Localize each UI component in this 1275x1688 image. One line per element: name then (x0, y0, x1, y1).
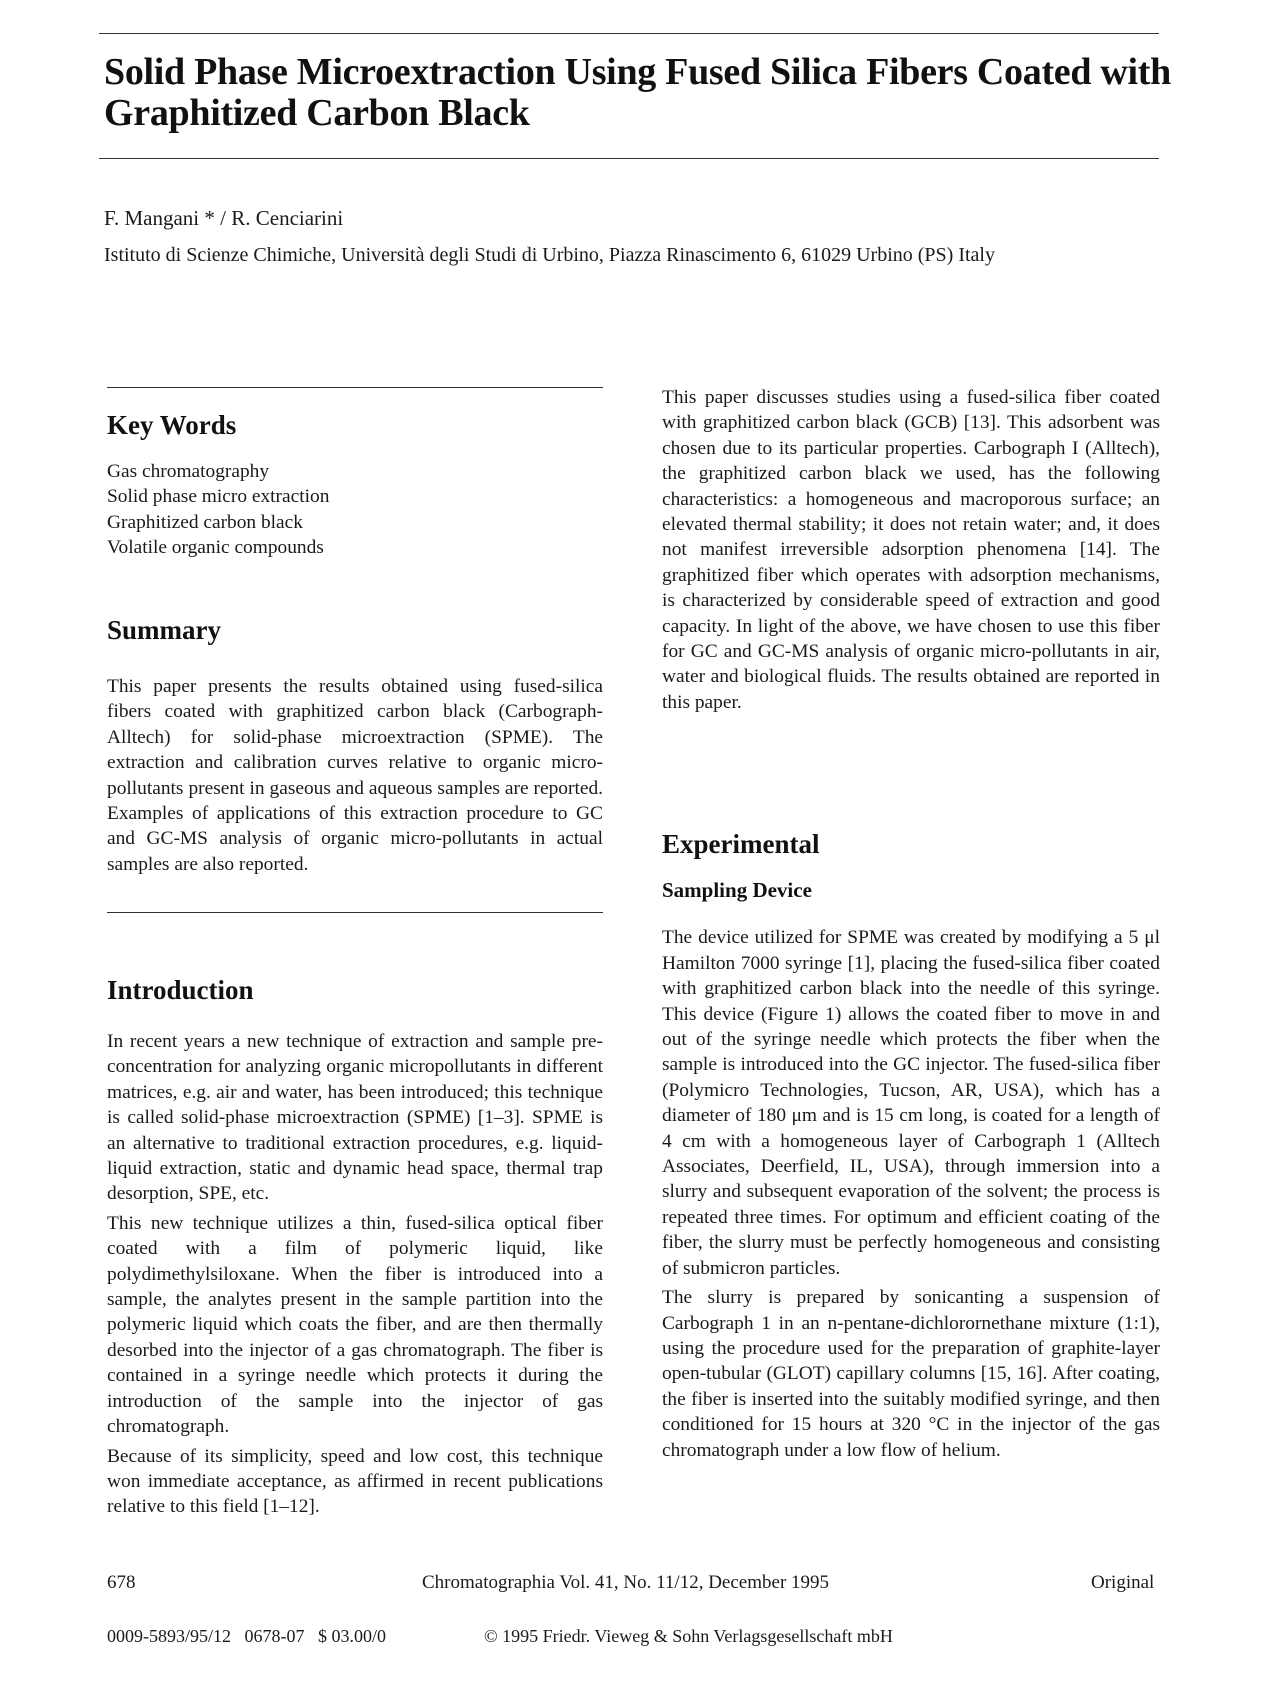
summary-heading: Summary (107, 615, 221, 645)
title-bottom-rule (99, 158, 1159, 159)
intro-paragraph: Because of its simplicity, speed and low cost, this technique won immediate acceptance, as affirmed in recent publications relative to this field [1–12]. (107, 1445, 603, 1518)
top-rule (99, 33, 1159, 34)
experimental-paragraph: The slurry is prepared by sonicanting a suspension of Carbograph 1 in an n-pentane-dichlorornethane mixture (1:1), using the procedure used for the preparation of graphite-layer open-tubular (GLOT) capillary columns [15, 16]. After coating, the fiber is inserted into the suitably modified syringe, and then conditioned for 15 hours at 320 °C in the injector of the gas chromatograph under a low flow of helium. (662, 1287, 1160, 1461)
experimental-heading: Experimental (662, 829, 820, 859)
intro-paragraph: This new technique utilizes a thin, fused-silica optical fiber coated with a film of polymeric liquid, like polydimethylsiloxane. When the fiber is introduced into a sample, the analytes present in the sample partition into the polymeric liquid which coats the fiber, and are then thermally desorbed into the injector of a gas chromatograph. The fiber is contained in a syringe needle which protects it during the introduction of the sample into the injector of gas chromatograph. (107, 1212, 603, 1438)
keywords-list (107, 459, 603, 561)
keywords-heading: Key Words (107, 410, 237, 440)
journal-citation: Chromatographia Vol. 41, No. 11/12, December 1995 (422, 1572, 830, 1593)
affiliation: Istituto di Scienze Chimiche, Università degli Studi di Urbino, Piazza Rinascimento 6, 61029 Urbino (PS) Italy (104, 244, 995, 266)
article-type: Original (1091, 1572, 1155, 1593)
experimental-paragraph: The device utilized for SPME was created by modifying a 5 μl Hamilton 7000 syringe [1], placing the fused-silica fiber coated with graphitized carbon black into the needle of this syringe. This device (Figure 1) allows the coated fiber to move in and out of the syringe needle which protects the fiber when the sample is introduced into the GC injector. The fused-silica fiber (Polymicro Technologies, Tucson, AR, USA), which has a diameter of 180 μm and is 15 cm long, is coated for a length of 4 cm with a homogeneous layer of Carbograph 1 (Alltech Associates, Deerfield, IL, USA), through immersion into a slurry and subsequent evaporation of the solvent; the process is repeated three times. For optimum and efficient coating of the fiber, the slurry must be perfectly homogeneous and consisting of submicron particles. (662, 927, 1160, 1279)
authors: F. Mangani * / R. Cenciarini (104, 206, 344, 230)
article-code: 0009-5893/95/12 0678-07 $ 03.00/0 (107, 1626, 386, 1646)
introduction-heading: Introduction (107, 975, 254, 1005)
paper-title: Solid Phase Microextraction Using Fused Silica Fibers Coated with Graphitized Carbon Black (104, 51, 1171, 134)
keyword-item: Gas chromatography (107, 461, 270, 482)
keyword-item: Graphitized carbon black (107, 511, 303, 533)
experimental-section (662, 828, 1160, 1463)
intro-continued-section (662, 385, 1160, 715)
keywords-section (107, 409, 603, 561)
intro-paragraph: In recent years a new technique of extraction and sample pre-concentration for analyzing organic micropollutants in different matrices, e.g. air and water, has been introduced; this technique is called solid-phase microextraction (SPME) [1–3]. SPME is an alternative to traditional extraction procedures, e.g. liquid-liquid extraction, static and dynamic head space, thermal trap desorption, SPE, etc. (107, 1031, 603, 1205)
summary-section (107, 614, 603, 877)
intro-continued-text: This paper discusses studies using a fused-silica fiber coated with graphitized carbon black (GCB) [13]. This adsorbent was chosen due to its particular properties. Carbograph I (Alltech), the graphitized carbon black we used, has the following characteristics: a homogeneous and macroporous surface; an elevated thermal stability; it does not retain water; and, it does not manifest irreversible adsorption phenomena [14]. The graphitized fiber which operates with adsorption mechanisms, is characterized by considerable speed of extraction and good capacity. In light of the above, we have chosen to use this fiber for GC and GC-MS analysis of organic micro-pollutants in air, water and biological fluids. The results obtained are reported in this paper. (662, 387, 1160, 713)
keyword-item: Solid phase micro extraction (107, 486, 330, 508)
copyright: © 1995 Friedr. Vieweg & Sohn Verlagsgesellschaft mbH (484, 1626, 893, 1646)
keywords-top-rule (107, 387, 603, 388)
summary-text: This paper presents the results obtained using fused-silica fibers coated with graphitized carbon black (Carbograph-Alltech) for solid-phase microextraction (SPME). The extraction and calibration curves relative to organic micro-pollutants present in gaseous and aqueous samples are reported. Examples of applications of this extraction procedure to GC and GC-MS analysis of organic micro-pollutants in actual samples are also reported. (107, 676, 603, 875)
sampling-device-heading: Sampling Device (662, 878, 812, 902)
page-number: 678 (107, 1572, 136, 1593)
keyword-item: Volatile organic compounds (107, 537, 324, 559)
introduction-section (107, 974, 603, 1520)
summary-bottom-rule (107, 912, 603, 913)
